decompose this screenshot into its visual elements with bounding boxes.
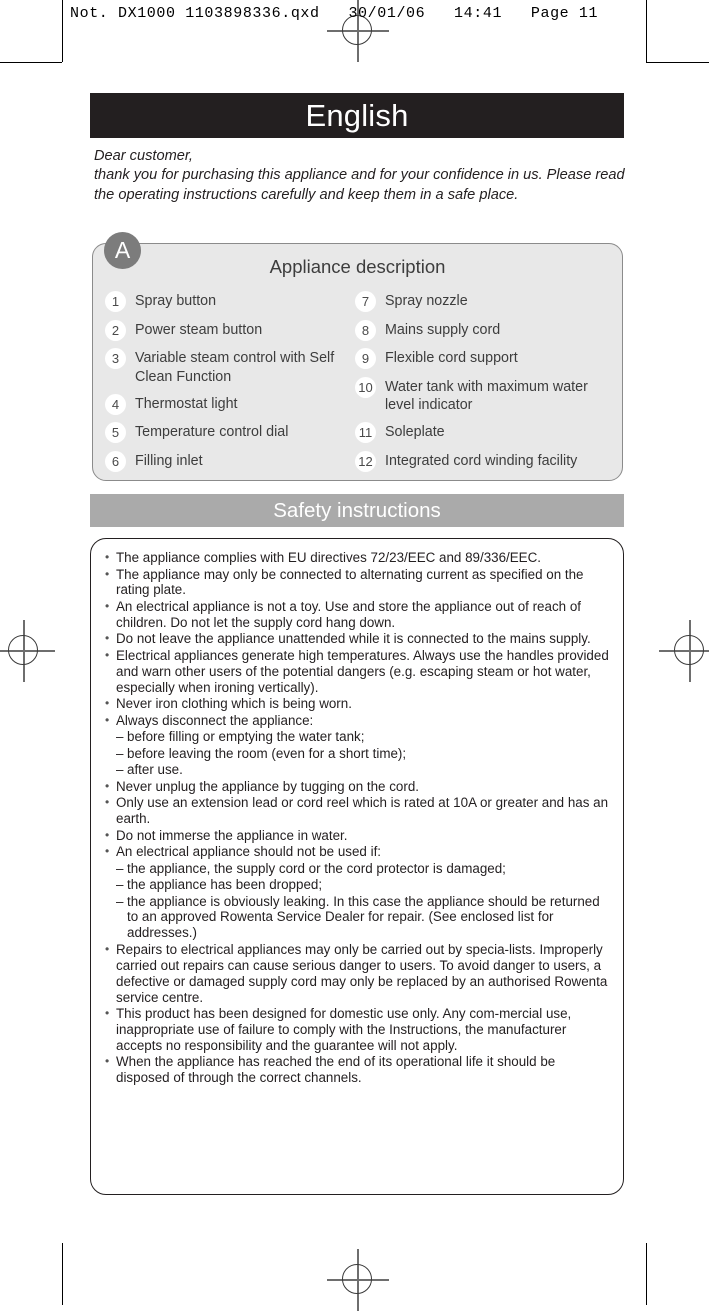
item-number-badge: 12 bbox=[355, 451, 376, 472]
page-title: English bbox=[305, 98, 409, 133]
intro-body: thank you for purchasing this appliance and for your confidence in us. Please read the operating instructions carefully and keep them in a safe place. bbox=[94, 167, 625, 203]
safety-subbullet-item bbox=[116, 894, 609, 942]
safety-bullet-text: Never iron clothing which is being worn. bbox=[116, 696, 352, 712]
appliance-description-title: Appliance description bbox=[269, 256, 446, 277]
safety-bullet-text: The appliance may only be connected to alternating current as specified on the rating plate. bbox=[116, 566, 584, 598]
safety-subbullet-item bbox=[116, 877, 609, 893]
crop-mark-top-right-vertical bbox=[646, 0, 647, 62]
bullet-glyph: • bbox=[105, 844, 110, 859]
section-badge-a: A bbox=[104, 232, 141, 269]
safety-bullet-item bbox=[105, 599, 609, 631]
safety-bullet-item bbox=[105, 1006, 609, 1054]
item-number-badge: 2 bbox=[105, 320, 126, 341]
language-title-banner bbox=[90, 93, 624, 138]
item-label: Spray nozzle bbox=[385, 293, 468, 309]
item-label: Mains supply cord bbox=[385, 321, 501, 338]
item-label: Power steam button bbox=[135, 321, 263, 338]
registration-mark-circle bbox=[8, 635, 38, 665]
bullet-glyph: • bbox=[105, 696, 110, 711]
safety-bullet-text: An electrical appliance should not be used if: bbox=[116, 844, 382, 860]
registration-mark-circle bbox=[674, 635, 704, 665]
item-number-badge: 9 bbox=[355, 348, 376, 369]
item-number-badge: 7 bbox=[355, 291, 376, 312]
appliance-description-item bbox=[355, 320, 613, 341]
registration-mark-circle bbox=[342, 1264, 372, 1294]
safety-bullet-text: Always disconnect the appliance: bbox=[116, 712, 314, 728]
appliance-description-item bbox=[105, 320, 355, 341]
appliance-description-item bbox=[105, 451, 355, 472]
safety-subbullet-text: the appliance has been dropped; bbox=[127, 877, 323, 893]
safety-subbullet-item bbox=[116, 861, 609, 877]
item-label: Water tank with maximum water level indicator bbox=[385, 378, 588, 413]
safety-instructions-box bbox=[90, 538, 624, 1195]
appliance-description-item bbox=[105, 291, 355, 312]
bullet-glyph: • bbox=[105, 712, 110, 727]
item-label: Spray button bbox=[135, 293, 217, 309]
item-number-badge: 11 bbox=[355, 422, 376, 443]
safety-subbullet-text: after use. bbox=[127, 762, 183, 778]
safety-bullet-text: Repairs to electrical appliances may only be carried out by specia-lists. Improperly carried out repairs can cause serious danger to users. To avoid danger to users, a defective or damaged supply cord may only be replaced by an authorised Rowenta service centre. bbox=[116, 941, 608, 1005]
dash-glyph: – bbox=[116, 729, 124, 745]
bullet-glyph: • bbox=[105, 566, 110, 581]
item-number-badge: 4 bbox=[105, 394, 126, 415]
crop-mark-top-right-horizontal bbox=[646, 62, 709, 63]
appliance-description-panel bbox=[92, 243, 623, 481]
appliance-description-item bbox=[355, 422, 613, 443]
crop-mark-bottom-right-vertical bbox=[646, 1243, 647, 1305]
item-label: Flexible cord support bbox=[385, 350, 518, 366]
safety-bullet-item bbox=[105, 648, 609, 696]
safety-bullet-text: Never unplug the appliance by tugging on the cord. bbox=[116, 778, 419, 794]
safety-bullet-text: Electrical appliances generate high temperatures. Always use the handles provided and warn other users of the potential dangers (e.g. escaping steam or hot water, especially when ironing vertically). bbox=[116, 647, 609, 695]
item-number-badge: 3 bbox=[105, 348, 126, 369]
registration-mark-right bbox=[659, 620, 709, 682]
appliance-description-item bbox=[105, 422, 355, 443]
appliance-description-item bbox=[355, 451, 613, 472]
dash-glyph: – bbox=[116, 893, 124, 909]
safety-bullet-text: Do not immerse the appliance in water. bbox=[116, 827, 348, 843]
bullet-glyph: • bbox=[105, 598, 110, 613]
safety-bullet-item bbox=[105, 795, 609, 827]
safety-bullet-item bbox=[105, 567, 609, 599]
crop-mark-top-left-horizontal bbox=[0, 62, 62, 63]
dash-glyph: – bbox=[116, 762, 124, 778]
safety-bullet-text: The appliance complies with EU directives 72/23/EEC and 89/336/EEC. bbox=[116, 550, 542, 565]
safety-bullet-item bbox=[105, 779, 609, 795]
intro-paragraph bbox=[94, 147, 630, 205]
item-number-badge: 5 bbox=[105, 422, 126, 443]
bullet-glyph: • bbox=[105, 550, 110, 564]
item-label: Soleplate bbox=[385, 424, 445, 440]
intro-salutation: Dear customer, bbox=[94, 148, 193, 164]
safety-instructions-list bbox=[105, 550, 609, 1086]
safety-bullet-text: This product has been designed for domestic use only. Any com-mercial use, inappropriate use of failure to comply with the Instructions, the manufacturer accepts no responsibility and the guarantee will not apply. bbox=[116, 1006, 572, 1053]
bullet-glyph: • bbox=[105, 1054, 110, 1069]
safety-bullet-text: When the appliance has reached the end of its operational life it should be disposed of through the correct channels. bbox=[116, 1054, 556, 1086]
dash-glyph: – bbox=[116, 860, 124, 876]
safety-bullet-item bbox=[105, 828, 609, 844]
item-label: Thermostat light bbox=[135, 395, 238, 412]
safety-bullet-text: Only use an extension lead or cord reel which is rated at 10A or greater and has an earth. bbox=[116, 795, 609, 827]
registration-mark-left bbox=[0, 620, 55, 682]
safety-bullet-item bbox=[105, 844, 609, 860]
safety-bullet-item bbox=[105, 713, 609, 729]
crop-mark-top-left-vertical bbox=[62, 0, 63, 62]
bullet-glyph: • bbox=[105, 778, 110, 793]
safety-bullet-item bbox=[105, 1054, 609, 1086]
appliance-description-item bbox=[355, 377, 613, 415]
safety-subbullet-text: before leaving the room (even for a short time); bbox=[127, 745, 407, 761]
bullet-glyph: • bbox=[105, 1006, 110, 1021]
appliance-description-item bbox=[355, 348, 613, 369]
item-number-badge: 10 bbox=[355, 377, 376, 398]
bullet-glyph: • bbox=[105, 795, 110, 810]
item-number-badge: 8 bbox=[355, 320, 376, 341]
safety-bullet-item bbox=[105, 550, 609, 566]
registration-mark-bottom bbox=[327, 1249, 389, 1311]
appliance-description-item bbox=[105, 394, 355, 415]
dash-glyph: – bbox=[116, 745, 124, 761]
safety-instructions-banner bbox=[90, 494, 624, 527]
safety-instructions-title: Safety instructions bbox=[273, 499, 441, 522]
item-label: Filling inlet bbox=[135, 452, 203, 469]
bullet-glyph: • bbox=[105, 827, 110, 842]
safety-subbullet-item bbox=[116, 762, 609, 778]
safety-subbullet-item bbox=[116, 729, 609, 745]
crop-mark-bottom-left-vertical bbox=[62, 1243, 63, 1305]
safety-subbullet-item bbox=[116, 746, 609, 762]
safety-bullet-item bbox=[105, 631, 609, 647]
item-number-badge: 1 bbox=[105, 291, 126, 312]
file-header-text: Not. DX1000 1103898336.qxd 30/01/06 14:41 Page 11 bbox=[70, 5, 599, 22]
item-number-badge: 6 bbox=[105, 451, 126, 472]
appliance-description-item bbox=[105, 348, 355, 386]
appliance-description-item bbox=[355, 291, 613, 312]
item-label: Integrated cord winding facility bbox=[385, 452, 578, 469]
bullet-glyph: • bbox=[105, 631, 110, 646]
safety-bullet-text: An electrical appliance is not a toy. Use and store the appliance out of reach of children. Do not let the supply cord hang down. bbox=[116, 598, 581, 630]
safety-bullet-item bbox=[105, 942, 609, 1006]
safety-bullet-text: Do not leave the appliance unattended while it is connected to the mains supply. bbox=[116, 631, 591, 647]
appliance-description-right-column bbox=[355, 291, 613, 479]
item-label: Temperature control dial bbox=[135, 424, 289, 440]
dash-glyph: – bbox=[116, 877, 124, 893]
bullet-glyph: • bbox=[105, 941, 110, 956]
safety-subbullet-text: the appliance is obviously leaking. In this case the appliance should be returned to an approved Rowenta Service Dealer for repair. (See enclosed list for addresses.) bbox=[127, 893, 600, 941]
bullet-glyph: • bbox=[105, 647, 110, 662]
safety-bullet-item bbox=[105, 696, 609, 712]
safety-subbullet-text: before filling or emptying the water tank; bbox=[127, 729, 365, 745]
item-label: Variable steam control with Self Clean Function bbox=[135, 350, 335, 385]
appliance-description-left-column bbox=[105, 291, 355, 479]
safety-subbullet-text: the appliance, the supply cord or the cord protector is damaged; bbox=[127, 860, 506, 876]
